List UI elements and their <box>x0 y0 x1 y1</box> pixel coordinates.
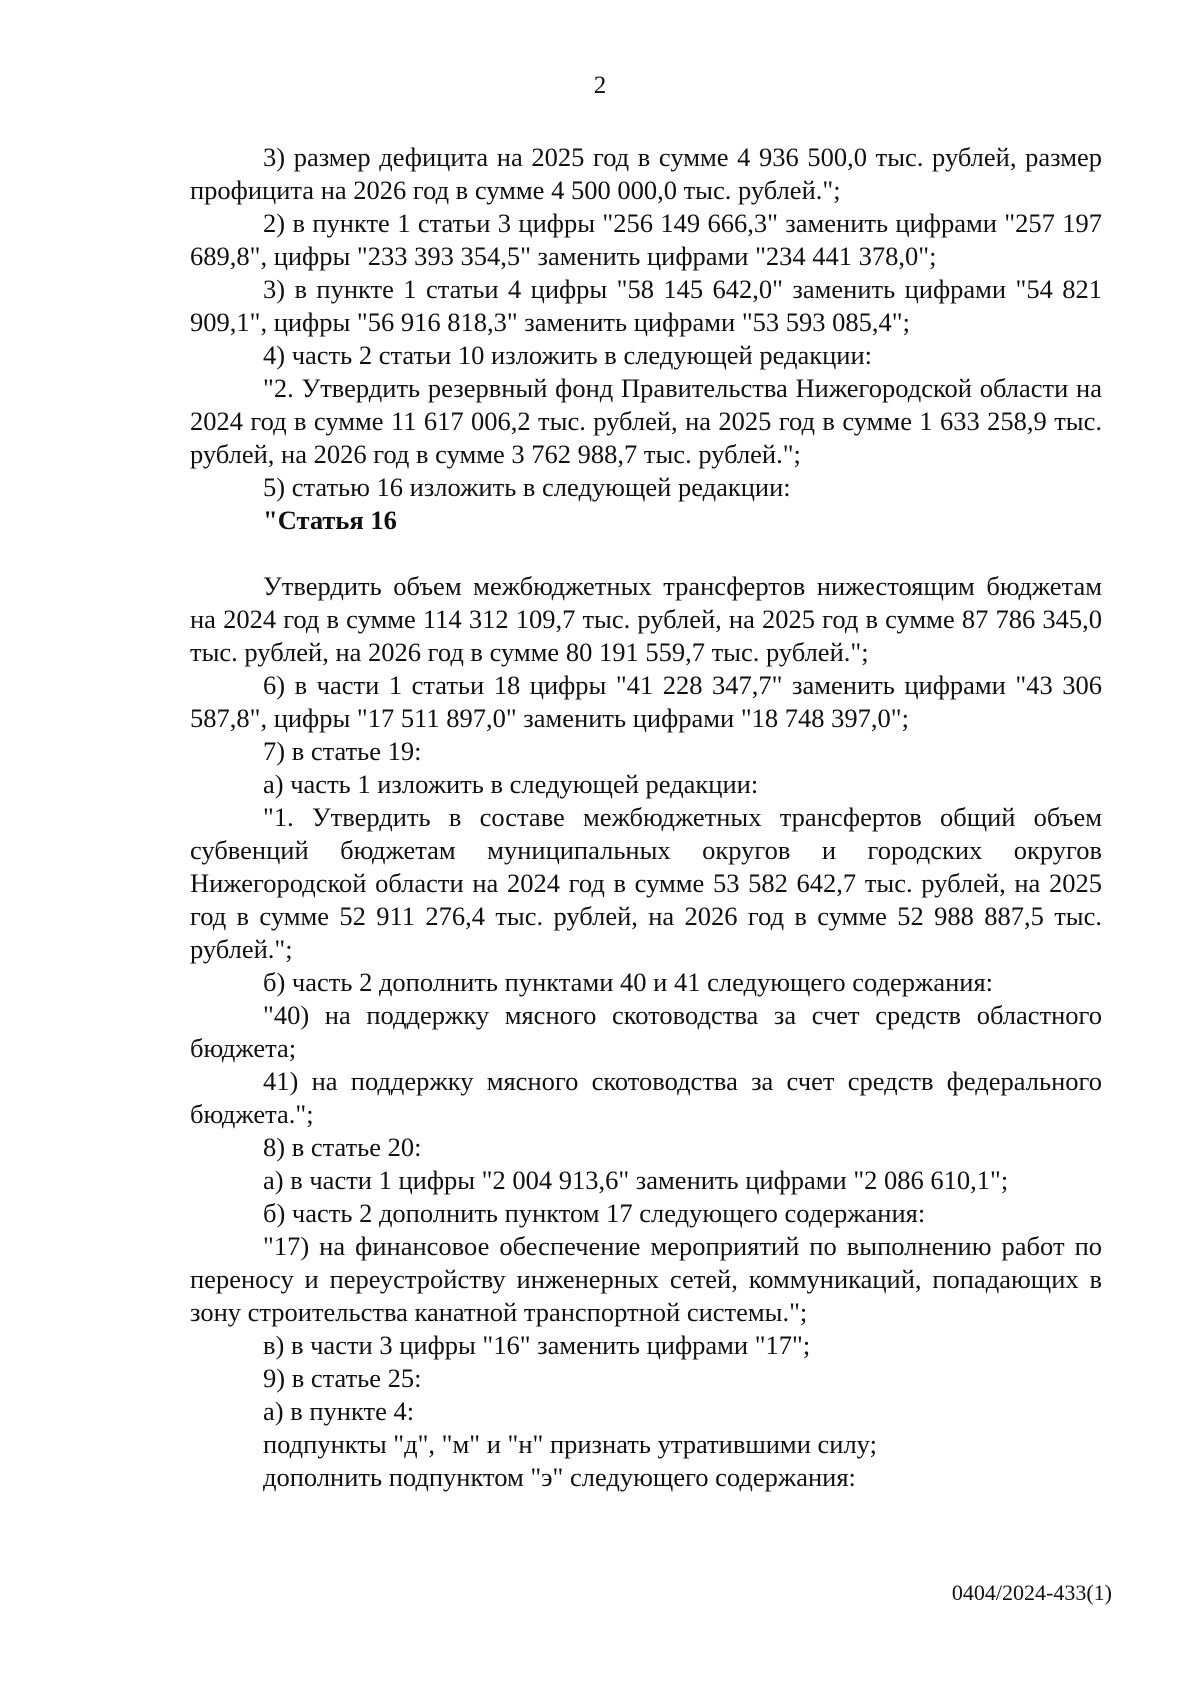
paragraph-item-41: 41) на поддержку мясного скотоводства за счет средств федерального бюджета."; <box>190 1066 1102 1129</box>
paragraph-deficit-2025: 3) размер дефицита на 2025 год в сумме 4 936 500,0 тыс. рублей, размер профицита на 2026 год в сумме 4 500 000,0 тыс. рублей."; <box>190 142 1102 205</box>
paragraph-20-a: а) в части 1 цифры "2 004 913,6" заменить цифрами "2 086 610,1"; <box>263 1165 1009 1195</box>
paragraph-20-c: в) в части 3 цифры "16" заменить цифрами "17"; <box>263 1330 811 1360</box>
paragraph-19-a: а) часть 1 изложить в следующей редакции: <box>263 769 759 799</box>
paragraph-item-2-article-3: 2) в пункте 1 статьи 3 цифры "256 149 666,3" заменить цифрами "257 197 689,8", цифры "233 393 354,5" заменить цифрами "234 441 378,0"; <box>190 208 1102 271</box>
paragraph-item-7-article-19: 7) в статье 19: <box>263 736 422 766</box>
paragraph-item-17: "17) на финансовое обеспечение мероприятий по выполнению работ по переносу и переустройству инженерных сетей, коммуникаций, попадающих в зону строительства канатной транспортной системы."; <box>190 1231 1102 1327</box>
document-code: 0404/2024-433(1) <box>951 1580 1112 1605</box>
article-16-heading: "Статья 16 <box>263 505 397 535</box>
paragraph-subitems-repealed: подпункты "д", "м" и "н" признать утратившими силу; <box>263 1429 877 1459</box>
paragraph-item-4-article-10: 4) часть 2 статьи 10 изложить в следующей редакции: <box>263 340 873 370</box>
paragraph-item-5-article-16: 5) статью 16 изложить в следующей редакции: <box>263 472 791 502</box>
paragraph-interbudget-transfers: Утвердить объем межбюджетных трансфертов нижестоящим бюджетам на 2024 год в сумме 114 312 109,7 тыс. рублей, на 2025 год в сумме 87 786 345,0 тыс. рублей, на 2026 год в сумме 80 191 559,7 тыс. рублей."; <box>190 571 1102 667</box>
paragraph-item-9-article-25: 9) в статье 25: <box>263 1363 422 1393</box>
paragraph-item-6-article-18: 6) в части 1 статьи 18 цифры "41 228 347,7" заменить цифрами "43 306 587,8", цифры "17 511 897,0" заменить цифрами "18 748 397,0"; <box>190 670 1102 733</box>
paragraph-25-a: а) в пункте 4: <box>263 1396 415 1426</box>
paragraph-item-8-article-20: 8) в статье 20: <box>263 1132 422 1162</box>
paragraph-reserve-fund: "2. Утвердить резервный фонд Правительства Нижегородской области на 2024 год в сумме 11 617 006,2 тыс. рублей, на 2025 год в сумме 1 633 258,9 тыс. рублей, на 2026 год в сумме 3 762 988,7 тыс. рублей."; <box>190 373 1102 469</box>
paragraph-item-3-article-4: 3) в пункте 1 статьи 4 цифры "58 145 642,0" заменить цифрами "54 821 909,1", цифры "56 916 818,3" заменить цифрами "53 593 085,4"; <box>190 274 1102 337</box>
paragraph-19-b: б) часть 2 дополнить пунктами 40 и 41 следующего содержания: <box>263 967 993 997</box>
paragraph-add-subitem-e: дополнить подпунктом "э" следующего содержания: <box>263 1462 856 1492</box>
paragraph-subventions: "1. Утвердить в составе межбюджетных трансфертов общий объем субвенций бюджетам муниципальных округов и городских округов Нижегородской области на 2024 год в сумме 53 582 642,7 тыс. рублей, на 2025 год в сумме 52 911 276,4 тыс. рублей, на 2026 год в сумме 52 988 887,5 тыс. рублей."; <box>190 802 1102 964</box>
paragraph-item-40: "40) на поддержку мясного скотоводства за счет средств областного бюджета; <box>190 1000 1102 1063</box>
page-number: 2 <box>593 72 607 99</box>
paragraph-20-b: б) часть 2 дополнить пунктом 17 следующего содержания: <box>263 1198 926 1228</box>
document-body <box>190 141 1102 1494</box>
